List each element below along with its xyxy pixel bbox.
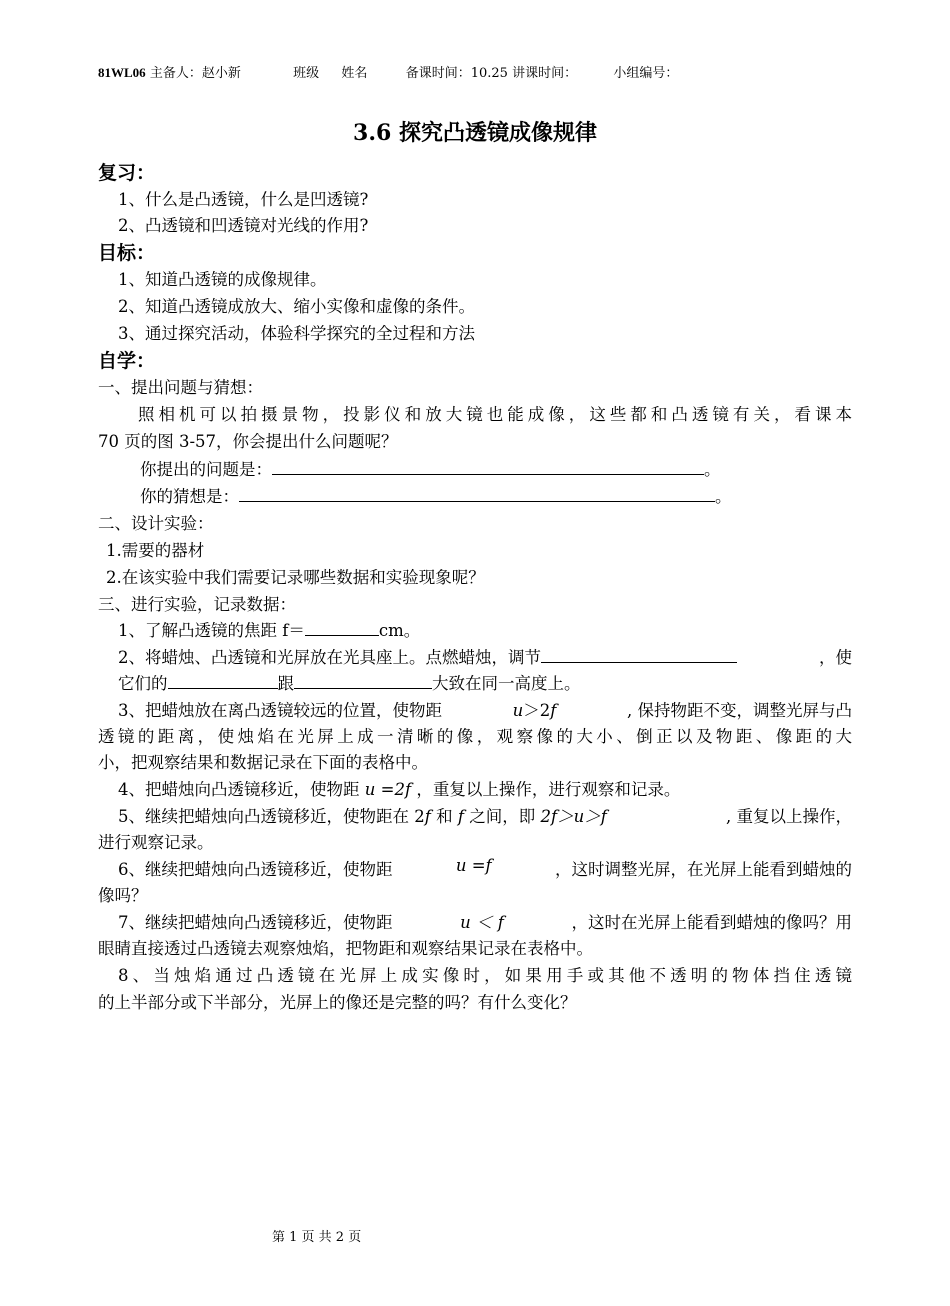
center-blank-2[interactable] bbox=[294, 670, 432, 689]
part2-item-1: 1.需要的器材 bbox=[106, 541, 205, 560]
step-5-line-2: 进行观察记录。 bbox=[98, 833, 214, 852]
review-item-1: 1、什么是凸透镜，什么是凹透镜? bbox=[118, 190, 369, 209]
step-5-condition: 2f＞u＞f bbox=[540, 807, 607, 826]
question-period: 。 bbox=[704, 460, 721, 480]
var-f-1: f bbox=[424, 807, 431, 826]
question-line bbox=[140, 456, 721, 480]
step-5-tail: , 重复以上操作， bbox=[726, 807, 852, 826]
step-2-and: 跟 bbox=[277, 674, 294, 694]
step-7-condition: u ＜ f bbox=[460, 913, 504, 932]
step-5-line-1 bbox=[118, 803, 852, 827]
step-7-line-1 bbox=[118, 909, 852, 933]
step-7-line-2: 眼睛直接透过凸透镜去观察烛焰，把物距和观察结果记录在表格中。 bbox=[98, 939, 593, 958]
goal-item-1: 1、知道凸透镜的成像规律。 bbox=[118, 270, 327, 289]
doc-code: 81WL06 bbox=[98, 65, 146, 80]
var-u: u bbox=[512, 701, 524, 720]
step-4-condition: u =2f bbox=[364, 780, 412, 799]
step-6-condition: u =f bbox=[455, 856, 492, 875]
part3-title: 三、进行实验，记录数据： bbox=[98, 595, 296, 614]
goal-item-2: 2、知道凸透镜成放大、缩小实像和虚像的条件。 bbox=[118, 297, 475, 316]
step-4-tail: ，重复以上操作，进行观察和记录。 bbox=[416, 780, 681, 799]
step-7-text: 7、继续把蜡烛向凸透镜移近，使物距 bbox=[118, 913, 393, 932]
step-2-text: 2、将蜡烛、凸透镜和光屏放在光具座上。点燃蜡烛，调节 bbox=[118, 648, 541, 668]
adjust-blank[interactable] bbox=[541, 644, 737, 663]
part1-title: 一、提出问题与猜想： bbox=[98, 378, 263, 397]
step-6-line-2: 像吗？ bbox=[98, 886, 148, 905]
step-6-tail: ，这时调整光屏，在光屏上能看到蜡烛的 bbox=[555, 860, 852, 879]
step-1-unit: cm。 bbox=[378, 621, 421, 641]
step-6-text: 6、继续把蜡烛向凸透镜移近，使物距 bbox=[118, 860, 393, 879]
step-1 bbox=[118, 617, 420, 641]
step-3-line-3: 小，把观察结果和数据记录在下面的表格中。 bbox=[98, 753, 428, 772]
step-3-text: 3、把蜡烛放在离凸透镜较远的位置，使物距 bbox=[118, 701, 442, 720]
guess-blank[interactable] bbox=[239, 483, 715, 502]
step-1-text: 1、了解凸透镜的焦距 f＝ bbox=[118, 621, 305, 641]
step-5-text: 5、继续把蜡烛向凸透镜移近，使物距在 2 bbox=[118, 807, 425, 826]
step-6-line-1 bbox=[118, 856, 852, 880]
goal-item-3: 3、通过探究活动，体验科学探究的全过程和方法 bbox=[118, 324, 475, 343]
part2-title: 二、设计实验： bbox=[98, 514, 214, 533]
step-2-end: 大致在同一高度上。 bbox=[432, 674, 581, 694]
part1-paragraph-b: 70 页的图 3-57，你会提出什么问题呢？ bbox=[98, 432, 398, 451]
page-header bbox=[98, 62, 678, 81]
self-study-heading: 自学： bbox=[98, 350, 156, 372]
step-3-line-1 bbox=[118, 697, 852, 721]
class-label: 班级 bbox=[293, 66, 320, 81]
guess-line bbox=[140, 483, 732, 507]
preparer: 主备人：赵小新 bbox=[149, 66, 241, 81]
step-2-line-1 bbox=[118, 644, 852, 668]
page-footer: 第 1 页 共 2 页 bbox=[272, 1230, 362, 1245]
step-3-line-2: 透镜的距离，使烛焰在光屏上成一清晰的像，观察像的大小、倒正以及物距、像距的大 bbox=[98, 727, 852, 746]
focal-length-blank[interactable] bbox=[305, 617, 379, 636]
step-3-text-b: , 保持物距不变，调整光屏与凸 bbox=[627, 701, 852, 720]
center-blank-1[interactable] bbox=[168, 670, 278, 689]
step-7-tail: ，这时在光屏上能看到蜡烛的像吗？用 bbox=[571, 913, 852, 932]
step-2-prefix: 它们的 bbox=[118, 674, 168, 694]
step-4 bbox=[118, 776, 680, 800]
part2-item-2: 2.在该实验中我们需要记录哪些数据和实验现象呢？ bbox=[106, 568, 485, 587]
step-3-cond: ＞2 bbox=[523, 701, 551, 720]
step-5-between: 之间，即 bbox=[463, 807, 541, 826]
lecture-time: 讲课时间： bbox=[512, 66, 578, 81]
step-8-line-1: 8、当烛焰通过凸透镜在光屏上成实像时，如果用手或其他不透明的物体挡住透镜 bbox=[118, 966, 852, 985]
goals-heading: 目标： bbox=[98, 242, 156, 264]
guess-period: 。 bbox=[715, 487, 732, 507]
step-5-and: 和 bbox=[430, 807, 458, 826]
question-label: 你提出的问题是： bbox=[140, 460, 272, 480]
prep-time: 备课时间：10.25 bbox=[405, 66, 508, 81]
step-2-line-2 bbox=[118, 670, 581, 694]
var-f-2: f bbox=[457, 807, 464, 826]
step-8-line-2: 的上半部分或下半部分，光屏上的像还是完整的吗？有什么变化？ bbox=[98, 993, 577, 1012]
group-number: 小组编号： bbox=[613, 66, 679, 81]
review-heading: 复习： bbox=[98, 162, 156, 184]
part1-paragraph-a: 照相机可以拍摄景物，投影仪和放大镜也能成像，这些都和凸透镜有关，看课本 bbox=[138, 405, 852, 424]
var-f: f bbox=[550, 701, 557, 720]
page-title: 3.6 探究凸透镜成像规律 bbox=[353, 120, 597, 146]
step-2-tail: ，使 bbox=[819, 648, 852, 667]
guess-label: 你的猜想是： bbox=[140, 487, 239, 507]
name-label: 姓名 bbox=[341, 66, 368, 81]
step-4-text: 4、把蜡烛向凸透镜移近，使物距 bbox=[118, 780, 360, 799]
question-blank[interactable] bbox=[272, 456, 704, 475]
review-item-2: 2、凸透镜和凹透镜对光线的作用? bbox=[118, 216, 369, 235]
